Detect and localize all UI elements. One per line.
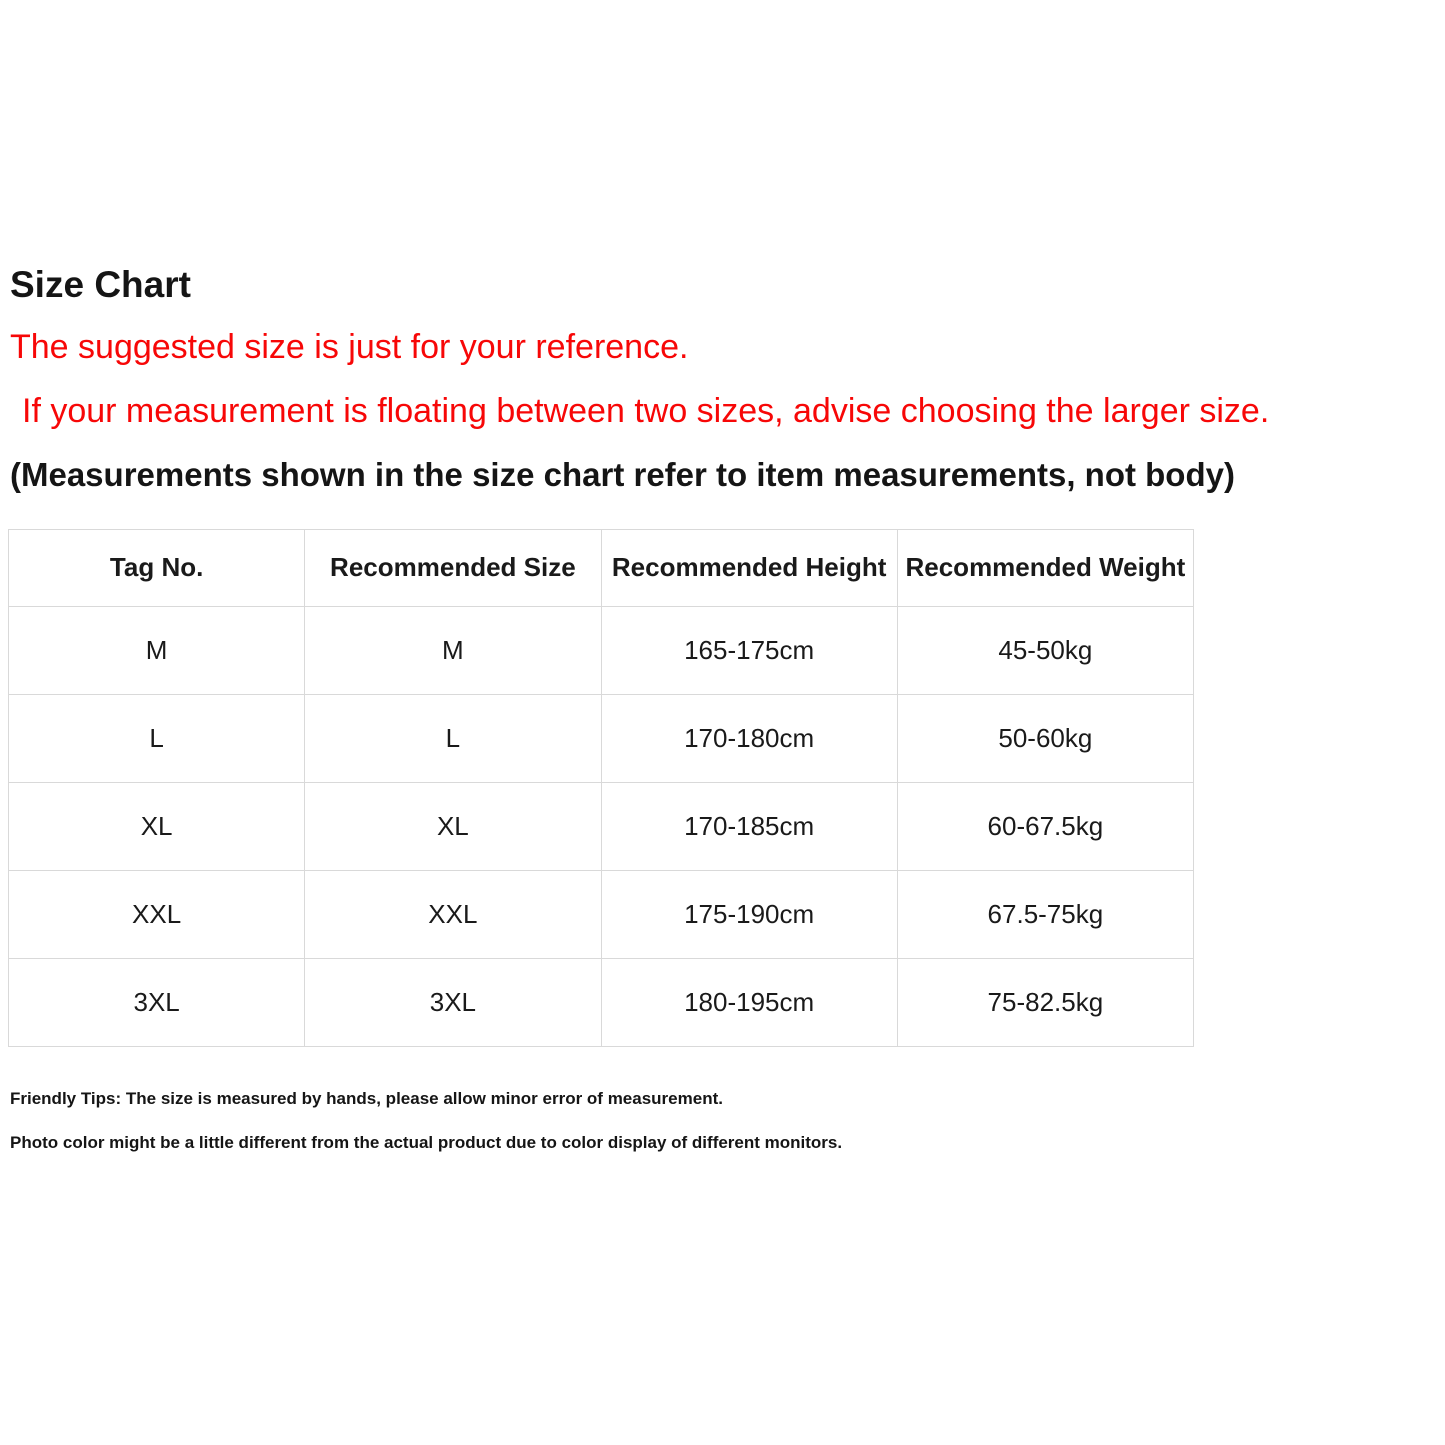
table-cell: 60-67.5kg xyxy=(897,782,1193,870)
table-cell: 45-50kg xyxy=(897,606,1193,694)
table-cell: XL xyxy=(305,782,601,870)
table-cell: XL xyxy=(9,782,305,870)
table-cell: M xyxy=(305,606,601,694)
table-row xyxy=(9,606,1194,694)
table-cell: L xyxy=(9,694,305,782)
table-row xyxy=(9,694,1194,782)
table-cell: 180-195cm xyxy=(601,958,897,1046)
table-cell: 75-82.5kg xyxy=(897,958,1193,1046)
red-note-larger-size: If your measurement is floating between two sizes, advise choosing the larger size. xyxy=(22,392,1270,431)
table-row xyxy=(9,782,1194,870)
table-cell: 3XL xyxy=(9,958,305,1046)
table-cell: 67.5-75kg xyxy=(897,870,1193,958)
table-cell: 165-175cm xyxy=(601,606,897,694)
table-cell: 175-190cm xyxy=(601,870,897,958)
size-chart-table-head xyxy=(9,529,1194,606)
column-header: Recommended Height xyxy=(601,529,897,606)
footer-tip-photo-color: Photo color might be a little different from the actual product due to color display of different monitors. xyxy=(10,1132,843,1152)
footer-tip-measurement: Friendly Tips: The size is measured by hands, please allow minor error of measurement. xyxy=(10,1088,723,1108)
column-header: Recommended Weight xyxy=(897,529,1193,606)
table-row xyxy=(9,870,1194,958)
measurements-note: (Measurements shown in the size chart refer to item measurements, not body) xyxy=(10,455,1235,493)
column-header: Tag No. xyxy=(9,529,305,606)
red-note-reference: The suggested size is just for your reference. xyxy=(10,328,689,367)
table-cell: L xyxy=(305,694,601,782)
column-header: Recommended Size xyxy=(305,529,601,606)
table-row xyxy=(9,958,1194,1046)
table-cell: XXL xyxy=(9,870,305,958)
footer-tips xyxy=(10,1089,1437,1154)
table-header-row xyxy=(9,529,1194,606)
table-cell: M xyxy=(9,606,305,694)
size-chart-table xyxy=(8,529,1194,1047)
table-cell: 170-180cm xyxy=(601,694,897,782)
table-cell: XXL xyxy=(305,870,601,958)
table-cell: 3XL xyxy=(305,958,601,1046)
page-title: Size Chart xyxy=(10,264,191,305)
table-cell: 170-185cm xyxy=(601,782,897,870)
table-cell: 50-60kg xyxy=(897,694,1193,782)
size-chart-table-body xyxy=(9,606,1194,1046)
